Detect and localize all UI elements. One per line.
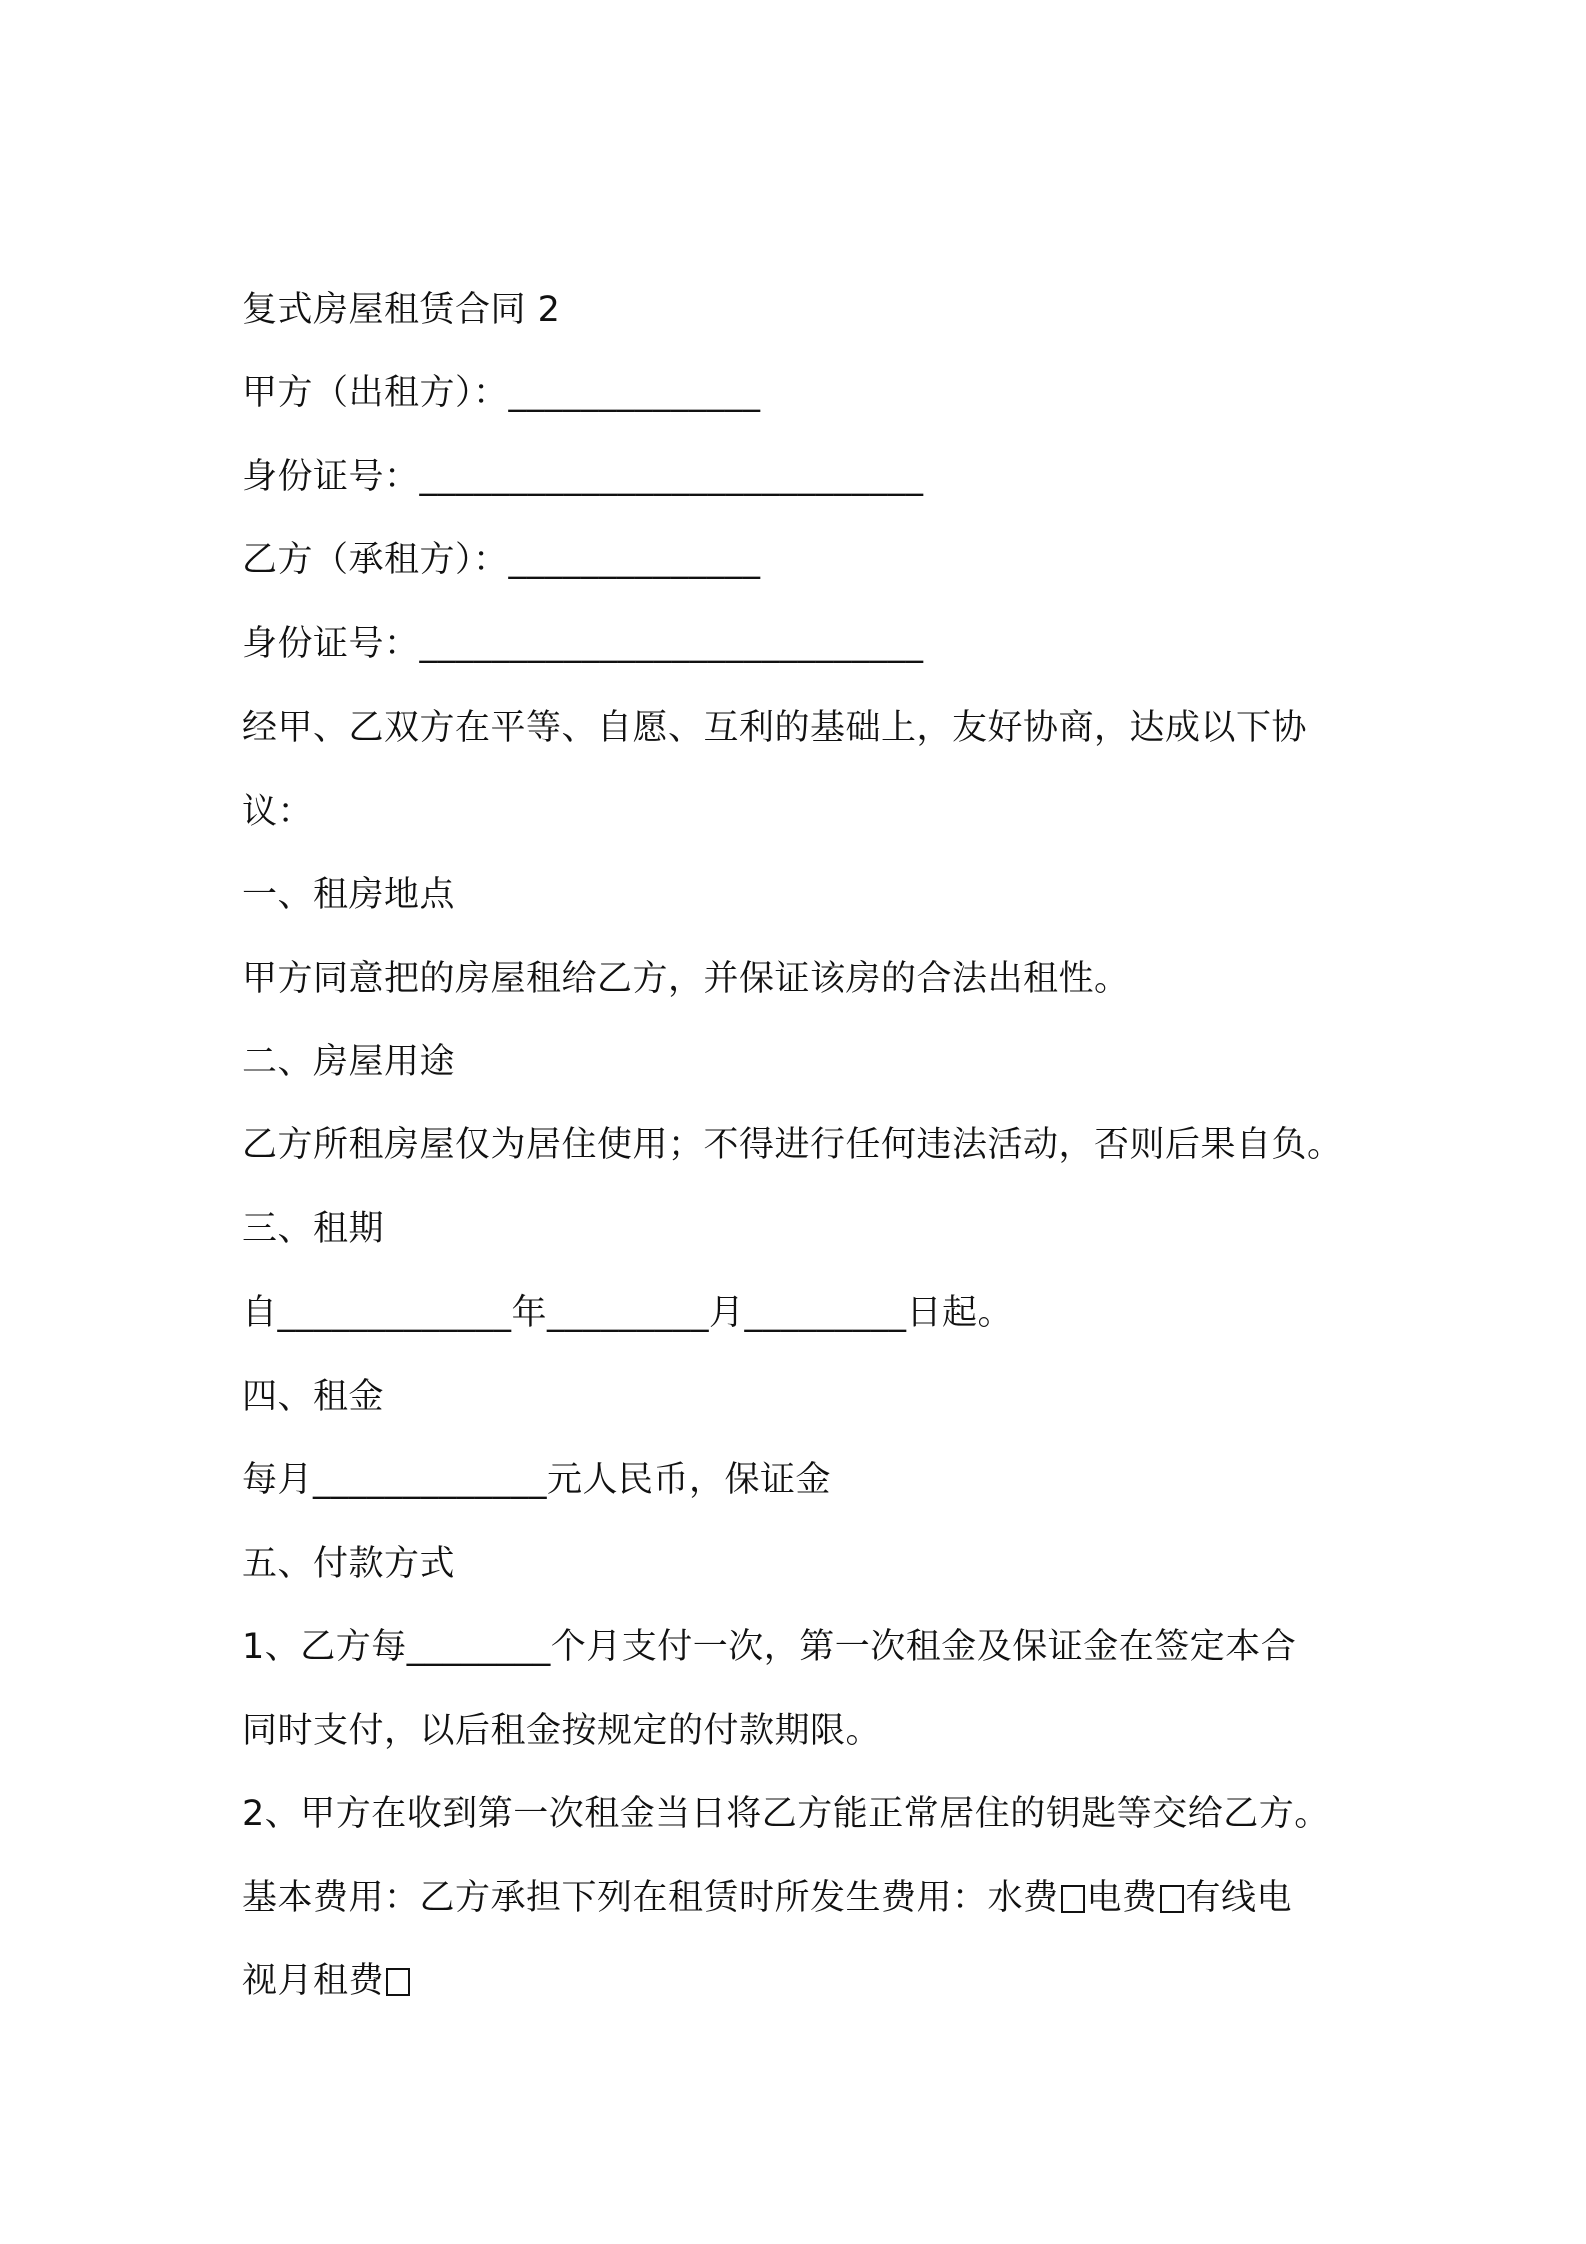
fee-cable-tv-label: 有线电 <box>1185 1878 1293 1918</box>
section-4-heading: 四、租金 <box>242 1377 385 1417</box>
agreement-intro-line-2: 议： <box>242 792 314 832</box>
section-1-text: 甲方同意把的房屋租给乙方，并保证该房的合法出租性。 <box>242 959 1130 999</box>
payment-item-1-line-1: 1、乙方每________个月支付一次，第一次租金及保证金在签定本合 <box>242 1627 1297 1667</box>
basic-fees-prefix: 基本费用：乙方承担下列在租赁时所发生费用：水费 <box>242 1878 1059 1918</box>
checkbox-water-fee[interactable] <box>1061 1885 1085 1913</box>
document-title: 复式房屋租赁合同 2 <box>242 290 561 330</box>
checkbox-electricity-fee[interactable] <box>1160 1885 1184 1913</box>
payment-item-2-line: 2、甲方在收到第一次租金当日将乙方能正常居住的钥匙等交给乙方。 <box>242 1794 1330 1834</box>
section-4-text: 每月_____________元人民币，保证金 <box>242 1460 832 1500</box>
section-1-heading: 一、租房地点 <box>242 875 456 915</box>
checkbox-cable-tv-fee[interactable] <box>386 1968 410 1996</box>
section-3-heading: 三、租期 <box>242 1209 385 1249</box>
basic-fees-line-2 <box>242 1956 1362 2006</box>
payment-item-1-line-2: 同时支付，以后租金按规定的付款期限。 <box>242 1711 882 1751</box>
section-2-heading: 二、房屋用途 <box>242 1042 456 1082</box>
party-a-line: 甲方（出租方）：______________ <box>242 373 761 413</box>
basic-fees-line-1 <box>242 1873 1362 1923</box>
section-2-text: 乙方所租房屋仅为居住使用；不得进行任何违法活动，否则后果自负。 <box>242 1125 1343 1165</box>
party-a-id-line: 身份证号：____________________________ <box>242 457 924 497</box>
section-5-heading: 五、付款方式 <box>242 1544 456 1584</box>
party-b-line: 乙方（承租方）：______________ <box>242 540 761 580</box>
agreement-intro-line-1: 经甲、乙双方在平等、自愿、互利的基础上，友好协商，达成以下协 <box>242 708 1308 748</box>
fee-cable-tv-continued: 视月租费 <box>242 1961 385 2001</box>
party-b-id-line: 身份证号：____________________________ <box>242 624 924 664</box>
fee-electricity-label: 电费 <box>1086 1878 1158 1918</box>
section-3-text: 自_____________年_________月_________日起。 <box>242 1293 1014 1333</box>
